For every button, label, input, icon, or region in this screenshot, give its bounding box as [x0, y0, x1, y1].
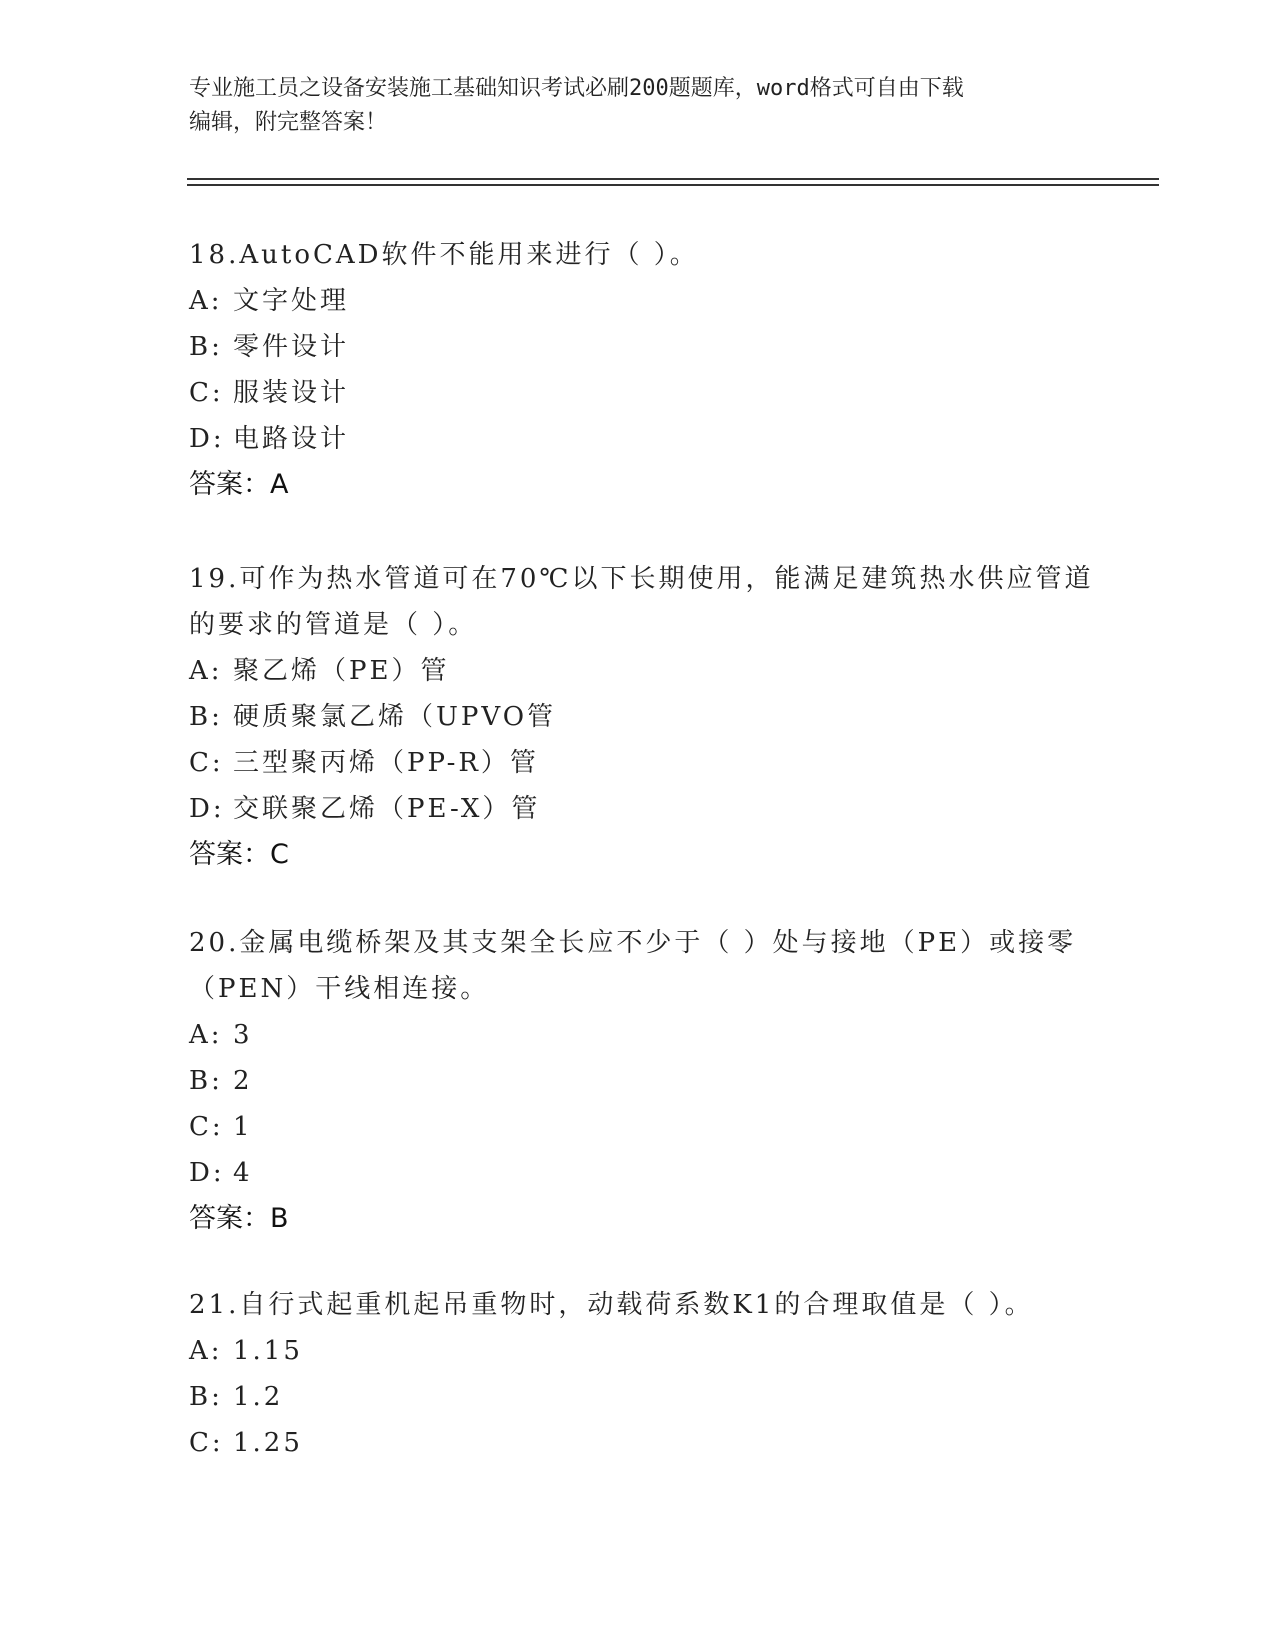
option-text: 零件设计 [233, 332, 350, 362]
option-letter: D: [189, 1158, 225, 1188]
document-header [189, 72, 1089, 140]
header-line-1: 专业施工员之设备安装施工基础知识考试必刷200题题库，word格式可自由下载 [189, 76, 964, 101]
option-text: 3 [233, 1020, 253, 1050]
option-text: 三型聚丙烯（PP-R）管 [233, 748, 539, 778]
option-text: 1.15 [233, 1336, 303, 1366]
option-letter: D: [189, 424, 225, 454]
option-b [189, 324, 1109, 370]
option-c [189, 1420, 1109, 1466]
option-text: 服装设计 [233, 378, 350, 408]
question-18 [189, 232, 1109, 508]
question-21 [189, 1282, 1109, 1466]
option-text: 文字处理 [233, 286, 350, 316]
option-letter: B: [189, 1382, 223, 1412]
option-a [189, 1012, 1109, 1058]
answer-text: 答案：B [189, 1203, 289, 1234]
option-text: 1.25 [233, 1428, 303, 1458]
option-text: 1 [233, 1112, 253, 1142]
option-a [189, 648, 1109, 694]
option-d [189, 416, 1109, 462]
option-letter: C: [189, 378, 224, 408]
option-letter: A: [189, 286, 223, 316]
option-letter: C: [189, 748, 224, 778]
question-20 [189, 920, 1109, 1242]
option-d [189, 786, 1109, 832]
option-letter: A: [189, 656, 223, 686]
option-letter: C: [189, 1112, 224, 1142]
option-text: 电路设计 [233, 424, 350, 454]
option-a [189, 278, 1109, 324]
option-b [189, 1374, 1109, 1420]
question-stem: 20.金属电缆桥架及其支架全长应不少于（ ）处与接地（PE）或接零（PEN）干线相连接。 [189, 928, 1077, 1004]
question-stem: 21.自行式起重机起吊重物时，动载荷系数K1的合理取值是（ ）。 [189, 1290, 1034, 1320]
option-letter: B: [189, 332, 223, 362]
question-stem: 18.AutoCAD软件不能用来进行（ ）。 [189, 240, 699, 270]
option-b [189, 694, 1109, 740]
header-line-2: 编辑，附完整答案！ [189, 110, 388, 135]
option-text: 1.2 [233, 1382, 284, 1412]
option-c [189, 740, 1109, 786]
option-letter: D: [189, 794, 225, 824]
option-text: 2 [233, 1066, 253, 1096]
option-b [189, 1058, 1109, 1104]
question-stem: 19.可作为热水管道可在70℃以下长期使用，能满足建筑热水供应管道的要求的管道是（ ）。 [189, 564, 1094, 640]
option-text: 聚乙烯（PE）管 [233, 656, 450, 686]
option-letter: C: [189, 1428, 224, 1458]
header-divider-bottom [187, 184, 1159, 186]
option-text: 硬质聚氯乙烯（UPVO管 [233, 702, 557, 732]
answer-text: 答案：C [189, 839, 289, 870]
option-letter: B: [189, 702, 223, 732]
option-a [189, 1328, 1109, 1374]
option-c [189, 1104, 1109, 1150]
option-text: 交联聚乙烯（PE-X）管 [233, 794, 541, 824]
option-d [189, 1150, 1109, 1196]
question-19 [189, 556, 1109, 878]
option-letter: A: [189, 1336, 223, 1366]
option-c [189, 370, 1109, 416]
option-text: 4 [233, 1158, 253, 1188]
option-letter: A: [189, 1020, 223, 1050]
header-divider-top [187, 178, 1159, 180]
option-letter: B: [189, 1066, 223, 1096]
answer-text: 答案：A [189, 469, 289, 500]
